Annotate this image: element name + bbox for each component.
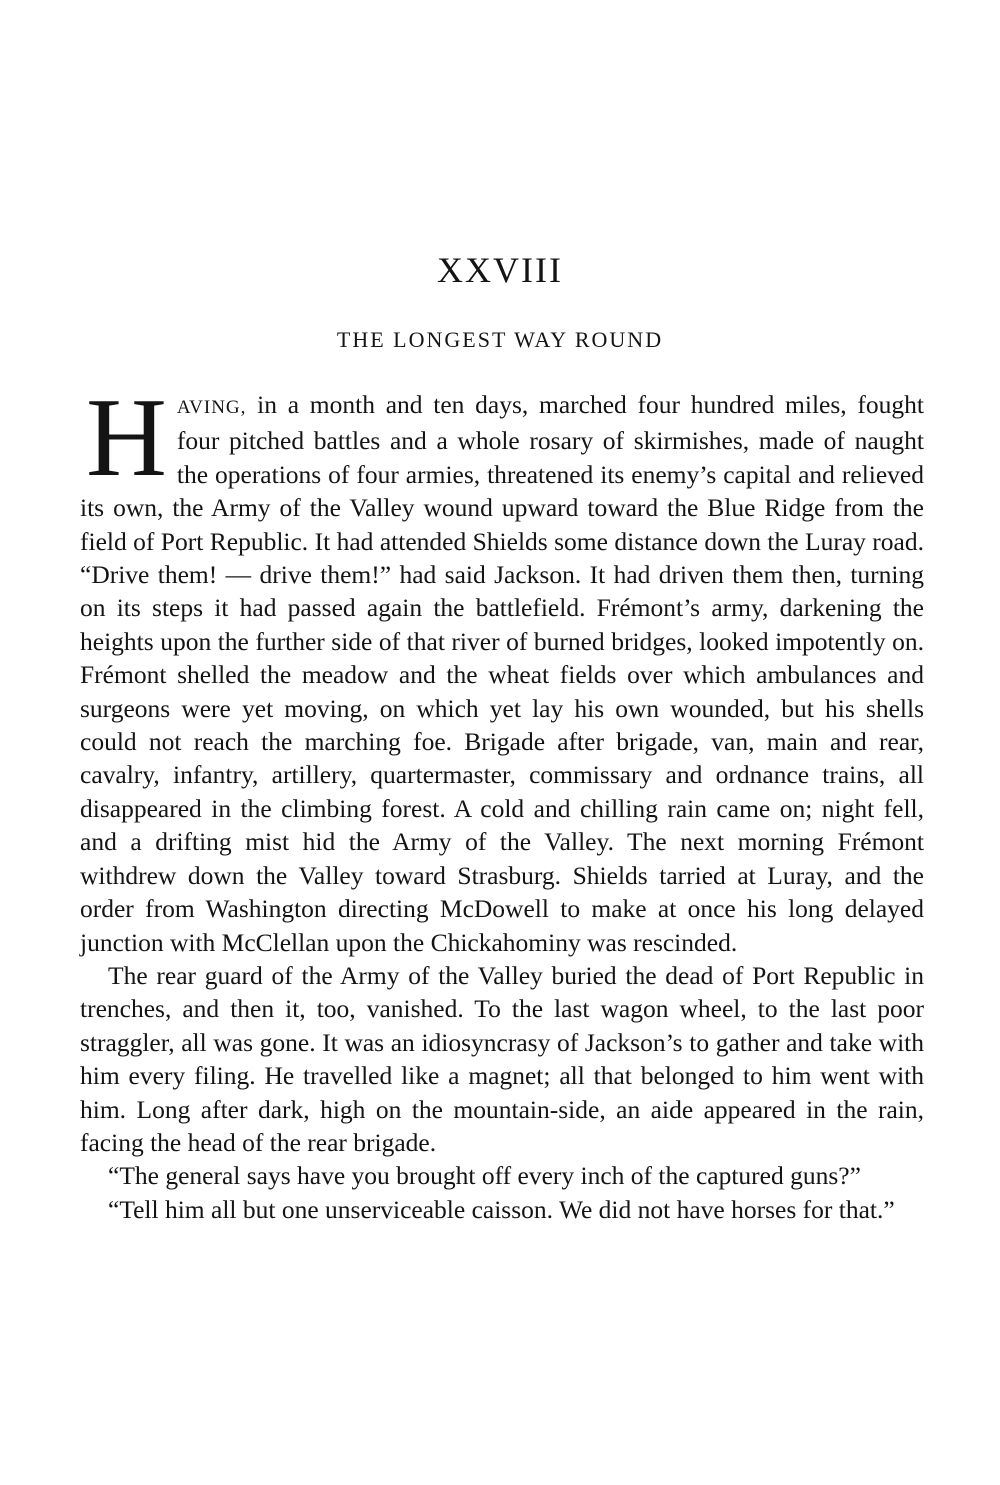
lead-in-small-caps: AVING, — [176, 397, 247, 418]
chapter-number: XXVIII — [437, 250, 563, 290]
chapter-title: THE LONGEST WAY ROUND — [336, 327, 664, 352]
drop-cap: H — [86, 376, 167, 500]
paragraph-3: “The general says have you brought off every inch of the captured guns?” — [108, 1161, 861, 1191]
paragraph-4: “Tell him all but one unserviceable caisson. We did not have horses for that.” — [108, 1194, 895, 1224]
paragraph-1-text: in a month and ten days, marched four hundred miles, fought four pitched battles and a whole rosary of skirmishes, made of naught the operations of four armies, threatened its enemy’s capital and relieved its own, the Army of the Valley wound upward toward the Blue Ridge from the field of Port Republic. It had attended Shields some distance down the Luray road. “Drive them! — drive them!” had said Jackson. It had driven them then, turning on its steps it had passed again the battlefield. Frémont’s army, darkening the heights upon the further side of that river of burned bridges, looked impotently on. Frémont shelled the meadow and the wheat fields over which ambulances and surgeons were yet moving, on which yet lay his own wounded, but his shells could not reach the marching foe. Brigade after brigade, van, main and rear, cavalry, infantry, artillery, quartermaster, commissary and ordnance trains, all disappeared in the climbing forest. A cold and chilling rain came on; night fell, and a drifting mist hid the Army of the Valley. The next morning Frémont withdrew down the Valley toward Strasburg. Shields tarried at Luray, and the order from Washington directing McDowell to make at once his long delayed junction with McClellan upon the Chickahominy was rescinded. — [80, 390, 924, 957]
paragraph-1 — [80, 376, 924, 959]
paragraph-2: The rear guard of the Army of the Valley buried the dead of Port Republic in trenches, and then it, too, vanished. To the last wagon wheel, to the last poor straggler, all was gone. It was an idiosyncrasy of Jackson’s to gather and take with him every filing. He travelled like a magnet; all that belonged to him went with him. Long after dark, high on the mountain-side, an aide appeared in the rain, facing the head of the rear brigade. — [80, 960, 924, 1157]
chapter-body — [80, 376, 924, 1226]
